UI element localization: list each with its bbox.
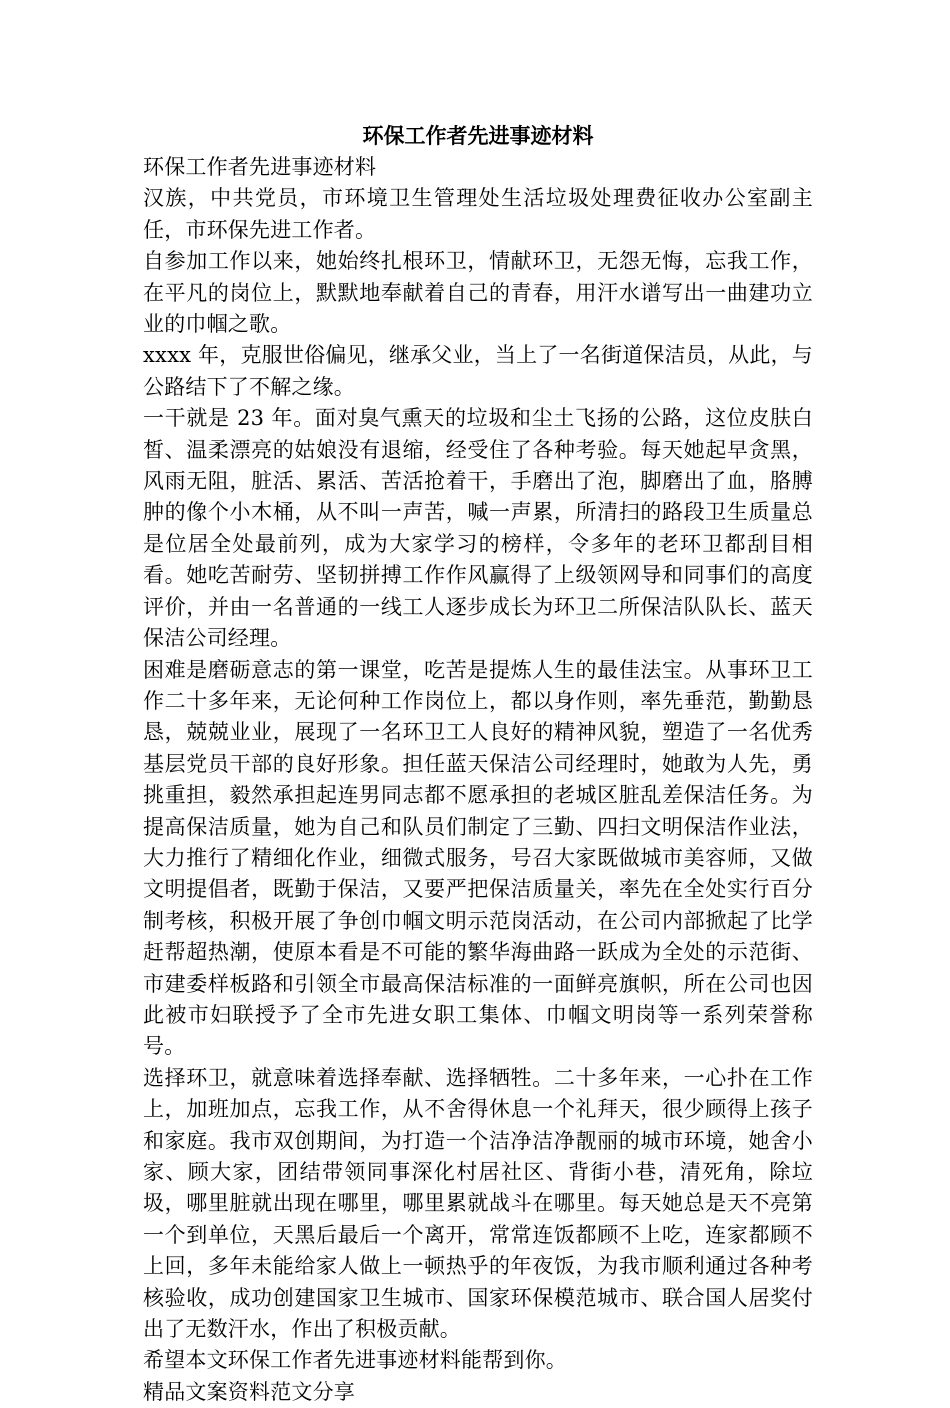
- body-paragraph-3: 一干就是 23 年。面对臭气熏天的垃圾和尘土飞扬的公路，这位皮肤白皙、温柔漂亮的姑娘没有退缩，经受住了各种考验。每天她起早贪黑，风雨无阻，脏活、累活、苦活抢着干，手磨出了泡，脚磨出了血，胳膊肿的像个小木桶，从不叫一声苦，喊一声累，所清扫的路段卫生质量总是位居全处最前列，成为大家学习的榜样，令多年的老环卫都刮目相看。她吃苦耐劳、坚韧拼搏工作作风赢得了上级领网导和同事们的高度评价，并由一名普通的一线工人逐步成长为环卫二所保洁队队长、蓝天保洁公司经理。: [143, 406, 813, 651]
- closing-paragraph: 希望本文环保工作者先进事迹材料能帮到你。: [143, 1348, 567, 1373]
- body-paragraph-4: 困难是磨砺意志的第一课堂，吃苦是提炼人生的最佳法宝。从事环卫工作二十多年来，无论何种工作岗位上，都以身作则，率先垂范，勤勤恳恳，兢兢业业，展现了一名环卫工人良好的精神风貌，塑造了一名优秀基层党员干部的良好形象。担任蓝天保洁公司经理时，她敢为人先，勇挑重担，毅然承担起连男同志都不愿承担的老城区脏乱差保洁任务。为提高保洁质量，她为自己和队员们制定了三勤、四扫文明保洁作业法，大力推行了精细化作业，细微式服务，号召大家既做城市美容师，又做文明提倡者，既勤于保洁，又要严把保洁质量关，率先在全处实行百分制考核，积极开展了争创巾帼文明示范岗活动，在公司内部掀起了比学赶帮超热潮，使原本看是不可能的繁华海曲路一跃成为全处的示范街、市建委样板路和引领全市最高保洁标准的一面鲜亮旗帜，所在公司也因此被市妇联授予了全市先进女职工集体、巾帼文明岗等一系列荣誉称号。: [143, 657, 813, 1059]
- document-page: [143, 120, 813, 1408]
- body-paragraph-5: 选择环卫，就意味着选择奉献、选择牺牲。二十多年来，一心扑在工作上，加班加点，忘我工作，从不舍得休息一个礼拜天，很少顾得上孩子和家庭。我市双创期间，为打造一个洁净洁净靓丽的城市环境，她舍小家、顾大家，团结带领同事深化村居社区、背街小巷，清死角，除垃圾，哪里脏就出现在哪里，哪里累就战斗在哪里。每天她总是天不亮第一个到单位，天黑后最后一个离开，常常连饭都顾不上吃，连家都顾不上回，多年未能给家人做上一顿热乎的年夜饭，为我市顺利通过各种考核验收，成功创建国家卫生城市、国家环保模范城市、联合国人居奖付出了无数汗水，作出了积极贡献。: [143, 1065, 813, 1342]
- subtitle-paragraph: 环保工作者先进事迹材料: [143, 155, 377, 179]
- body-paragraph-2: xxxx 年，克服世俗偏见，继承父业，当上了一名街道保洁员，从此，与公路结下了不解之缘。: [143, 343, 813, 399]
- footer-paragraph: 精品文案资料范文分享: [143, 1379, 355, 1404]
- body-paragraph-1: 自参加工作以来，她始终扎根环卫，情献环卫，无怨无悔，忘我工作，在平凡的岗位上，默默地奉献着自己的青春，用汗水谱写出一曲建功立业的巾帼之歌。: [143, 249, 813, 337]
- intro-paragraph: 汉族，中共党员，市环境卫生管理处生活垃圾处理费征收办公室副主任，市环保先进工作者。: [143, 186, 813, 242]
- document-title: 环保工作者先进事迹材料: [362, 123, 594, 148]
